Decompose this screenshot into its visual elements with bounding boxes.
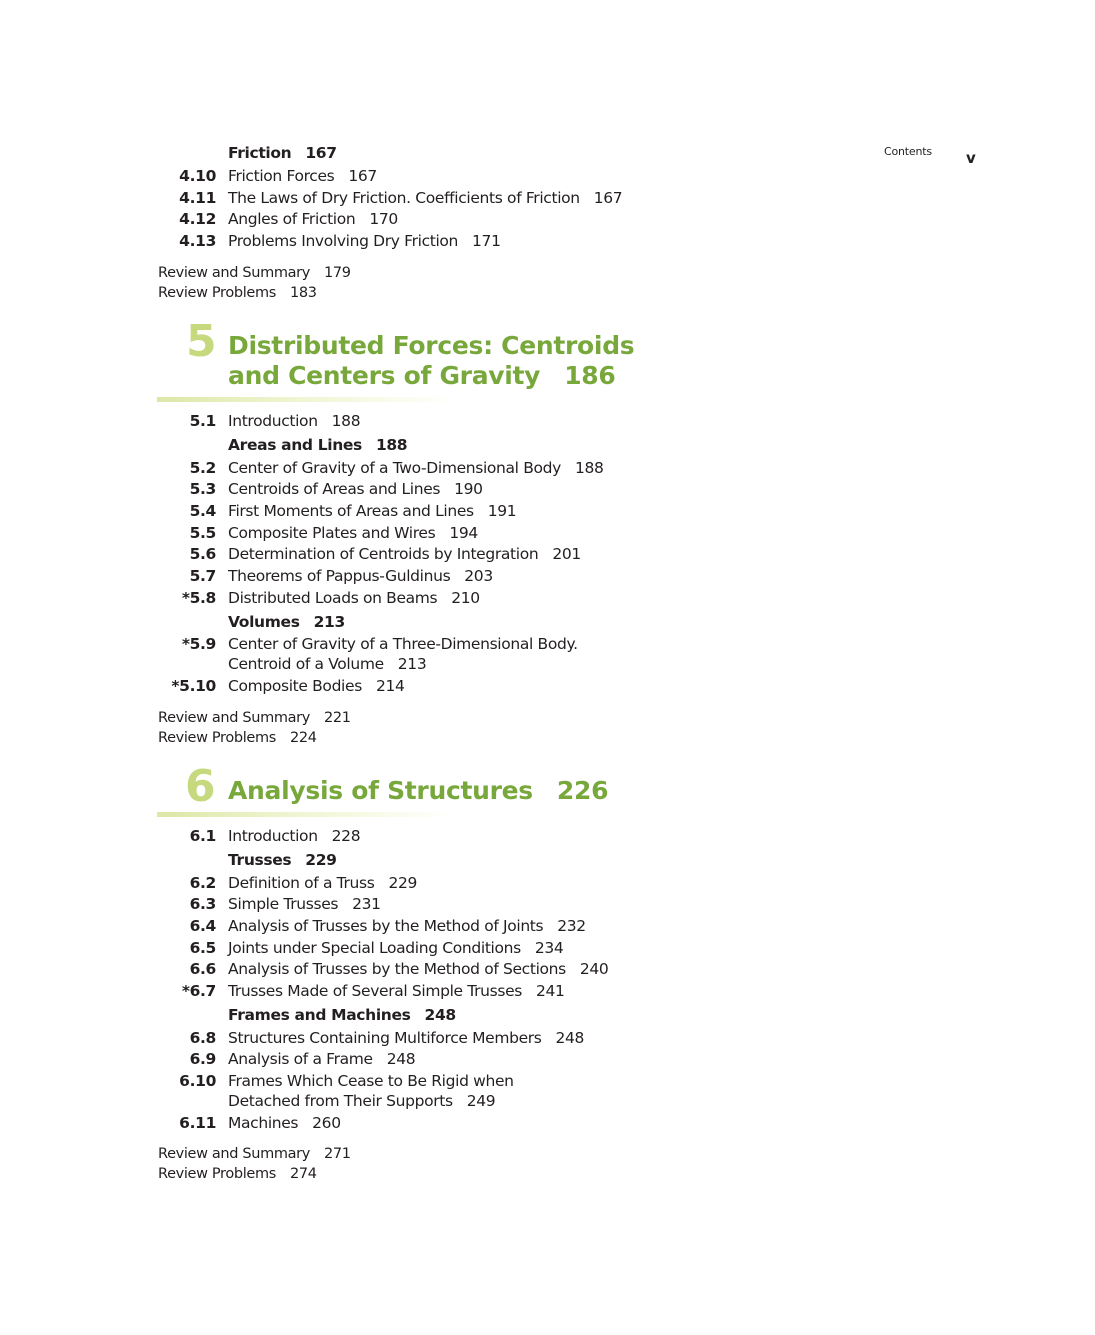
section-title: Distributed Loads on Beams [228, 589, 438, 607]
section-title-continued: Detached from Their Supports [228, 1092, 453, 1110]
section-page: 167 [348, 167, 377, 185]
section-title: Analysis of a Frame [228, 1050, 373, 1068]
chapter-title[interactable] [228, 776, 608, 806]
review-page: 179 [324, 265, 351, 281]
review-title: Review and Summary [158, 1146, 311, 1162]
review-title: Review Problems [158, 730, 276, 746]
section-title: Structures Containing Multiforce Members [228, 1029, 542, 1047]
section-page: 240 [579, 960, 609, 978]
section-title: Introduction [228, 827, 318, 845]
section-page: 228 [331, 827, 361, 845]
review-title: Review and Summary [158, 265, 311, 281]
section-title: Composite Plates and Wires [228, 524, 436, 542]
section-number: 6.2 [189, 874, 216, 892]
section-page: 248 [555, 1029, 585, 1047]
section-page: 194 [449, 524, 478, 542]
page-folio: v [966, 149, 976, 167]
section-page: 229 [388, 874, 418, 892]
section-title: First Moments of Areas and Lines [228, 502, 474, 520]
section-number: 5.2 [189, 459, 216, 477]
section-page: 260 [312, 1114, 341, 1132]
section-title: Definition of a Truss [228, 874, 375, 892]
section-number: 4.11 [179, 189, 216, 207]
section-number: 6.4 [189, 917, 216, 935]
subhead-label: Trusses [228, 851, 292, 869]
section-page: 249 [466, 1092, 496, 1110]
section-number: 4.13 [179, 232, 216, 250]
review-title: Review and Summary [158, 710, 311, 726]
section-page: 201 [552, 545, 581, 563]
chapter-title-line: Distributed Forces: Centroids [228, 331, 635, 360]
review-entry[interactable] [158, 1166, 317, 1182]
section-page: 191 [487, 502, 517, 520]
section-number: 5.4 [189, 502, 216, 520]
section-page: 190 [454, 480, 483, 498]
section-page: 167 [593, 189, 623, 207]
chapter-number: 6 [185, 761, 216, 812]
section-title-continued: Centroid of a Volume [228, 655, 384, 673]
subhead-label: Volumes [228, 613, 300, 631]
section-title: Joints under Special Loading Conditions [228, 939, 521, 957]
subhead-label: Friction [228, 144, 292, 162]
section-number: 4.12 [179, 210, 216, 228]
section-title: Centroids of Areas and Lines [228, 480, 441, 498]
section-page: 203 [464, 567, 493, 585]
section-title: Center of Gravity of a Two-Dimensional Body [228, 459, 561, 477]
subhead-page: 229 [305, 851, 337, 869]
subhead-page: 248 [424, 1006, 456, 1024]
review-entry[interactable] [158, 265, 351, 281]
review-page: 183 [289, 285, 317, 301]
section-number: 6.1 [189, 827, 216, 845]
section-title: Center of Gravity of a Three-Dimensional Body. [228, 635, 578, 653]
section-number: 6.11 [179, 1114, 216, 1132]
chapter-title-line: Analysis of Structures [228, 776, 533, 805]
chapter-rule [157, 397, 457, 402]
subhead-page: 213 [313, 613, 345, 631]
section-number: 6.10 [179, 1072, 216, 1090]
review-page: 274 [289, 1166, 317, 1182]
section-title: Machines [228, 1114, 299, 1132]
section-title: Trusses Made of Several Simple Trusses [228, 982, 523, 1000]
review-page: 221 [324, 710, 351, 726]
section-number: 5.1 [189, 412, 216, 430]
section-page: 210 [451, 589, 480, 607]
section-number: *5.9 [181, 635, 216, 653]
review-entry[interactable] [158, 710, 351, 726]
section-number: 5.5 [189, 524, 216, 542]
subhead-page: 188 [375, 436, 408, 454]
running-head: Contents [884, 145, 932, 158]
section-title: Composite Bodies [228, 677, 362, 695]
section-number: 6.6 [189, 960, 216, 978]
section-page: 188 [574, 459, 604, 477]
section-number: *5.8 [181, 589, 216, 607]
chapter-number: 5 [186, 316, 217, 367]
section-page: 248 [386, 1050, 416, 1068]
section-title: Analysis of Trusses by the Method of Joints [228, 917, 544, 935]
section-page: 170 [369, 210, 398, 228]
section-page: 171 [472, 232, 501, 250]
section-page: 214 [375, 677, 405, 695]
section-number: 6.3 [189, 895, 216, 913]
subhead-page: 167 [305, 144, 337, 162]
section-title: Frames Which Cease to Be Rigid when [228, 1072, 514, 1090]
section-number: 4.10 [179, 167, 216, 185]
section-page: 231 [352, 895, 381, 913]
section-number: 6.9 [189, 1050, 216, 1068]
review-entry[interactable] [158, 1146, 351, 1162]
section-title: Angles of Friction [228, 210, 356, 228]
review-page: 271 [324, 1146, 351, 1162]
subhead-label: Frames and Machines [228, 1006, 411, 1024]
review-entry[interactable] [158, 730, 317, 746]
section-number: 5.7 [189, 567, 216, 585]
review-title: Review Problems [158, 1166, 276, 1182]
section-number: *6.7 [181, 982, 216, 1000]
section-title: Simple Trusses [228, 895, 339, 913]
section-page: 234 [534, 939, 564, 957]
subhead-label: Areas and Lines [228, 436, 362, 454]
chapter-page: 186 [564, 361, 616, 390]
section-title: Introduction [228, 412, 318, 430]
section-number: 5.3 [189, 480, 216, 498]
section-page: 232 [557, 917, 586, 935]
chapter-rule [157, 812, 457, 817]
section-title: Friction Forces [228, 167, 335, 185]
section-title: The Laws of Dry Friction. Coefficients of Friction [228, 189, 580, 207]
section-number: *5.10 [171, 677, 216, 695]
review-entry[interactable] [158, 285, 317, 301]
chapter-title-line: and Centers of Gravity [228, 361, 541, 390]
section-number: 5.6 [189, 545, 216, 563]
chapter-title[interactable] [228, 331, 634, 391]
section-title: Problems Involving Dry Friction [228, 232, 459, 250]
section-title: Theorems of Pappus-Guldinus [228, 567, 451, 585]
section-page: 188 [331, 412, 361, 430]
review-title: Review Problems [158, 285, 276, 301]
section-page: 213 [397, 655, 427, 673]
section-number: 6.5 [189, 939, 216, 957]
review-page: 224 [289, 730, 317, 746]
section-page: 241 [536, 982, 565, 1000]
section-title: Analysis of Trusses by the Method of Sections [228, 960, 566, 978]
chapter-page: 226 [556, 776, 609, 805]
section-title: Determination of Centroids by Integration [228, 545, 539, 563]
section-number: 6.8 [189, 1029, 216, 1047]
